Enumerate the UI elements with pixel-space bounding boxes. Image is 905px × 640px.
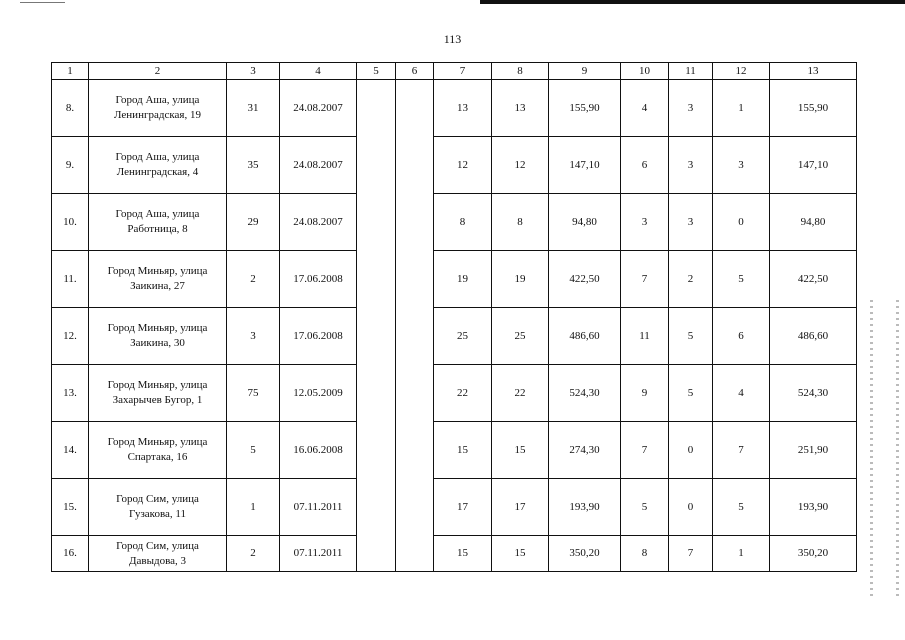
row-number-cell: 14. [52, 422, 89, 479]
scan-edge-mark-left [20, 2, 65, 3]
col-3-cell: 5 [227, 422, 280, 479]
col-9-cell: 274,30 [549, 422, 621, 479]
scan-edge-line [480, 0, 905, 4]
date-cell: 16.06.2008 [280, 422, 357, 479]
col-8-cell: 19 [492, 251, 549, 308]
row-number-cell: 12. [52, 308, 89, 365]
col-11-cell: 3 [669, 80, 713, 137]
date-cell: 24.08.2007 [280, 137, 357, 194]
col-10-cell: 7 [621, 422, 669, 479]
col-11-cell: 0 [669, 479, 713, 536]
column-header: 12 [713, 63, 770, 80]
col-10-cell: 3 [621, 194, 669, 251]
col-11-cell: 5 [669, 308, 713, 365]
col-7-cell: 25 [434, 308, 492, 365]
col-3-cell: 2 [227, 251, 280, 308]
col-12-cell: 6 [713, 308, 770, 365]
col-7-cell: 12 [434, 137, 492, 194]
col-13-cell: 422,50 [770, 251, 857, 308]
column-header: 3 [227, 63, 280, 80]
col-13-cell: 147,10 [770, 137, 857, 194]
table-row [52, 251, 857, 308]
address-cell: Город Миньяр, улица Заикина, 30 [89, 308, 227, 365]
column-header: 11 [669, 63, 713, 80]
row-number-cell: 8. [52, 80, 89, 137]
address-cell: Город Аша, улица Работница, 8 [89, 194, 227, 251]
col-7-cell: 15 [434, 422, 492, 479]
col-11-cell: 3 [669, 137, 713, 194]
col-13-cell: 524,30 [770, 365, 857, 422]
row-number-cell: 10. [52, 194, 89, 251]
col-3-cell: 29 [227, 194, 280, 251]
col-13-cell: 94,80 [770, 194, 857, 251]
date-cell: 07.11.2011 [280, 479, 357, 536]
date-cell: 17.06.2008 [280, 308, 357, 365]
col-11-cell: 0 [669, 422, 713, 479]
col-12-cell: 3 [713, 137, 770, 194]
col-8-cell: 15 [492, 422, 549, 479]
col-9-cell: 350,20 [549, 536, 621, 572]
date-cell: 07.11.2011 [280, 536, 357, 572]
table-row [52, 194, 857, 251]
col-3-cell: 75 [227, 365, 280, 422]
col-13-cell: 155,90 [770, 80, 857, 137]
row-number-cell: 16. [52, 536, 89, 572]
date-cell: 12.05.2009 [280, 365, 357, 422]
col-12-cell: 7 [713, 422, 770, 479]
table-row [52, 137, 857, 194]
address-cell: Город Миньяр, улица Спартака, 16 [89, 422, 227, 479]
col-7-cell: 19 [434, 251, 492, 308]
address-cell: Город Миньяр, улица Заикина, 27 [89, 251, 227, 308]
col-10-cell: 5 [621, 479, 669, 536]
col-8-cell: 13 [492, 80, 549, 137]
col-10-cell: 11 [621, 308, 669, 365]
column-header: 8 [492, 63, 549, 80]
date-cell: 24.08.2007 [280, 194, 357, 251]
table-row [52, 80, 857, 137]
date-cell: 17.06.2008 [280, 251, 357, 308]
row-number-cell: 13. [52, 365, 89, 422]
col-8-cell: 25 [492, 308, 549, 365]
col-6-cell [396, 80, 434, 572]
col-5-cell [357, 80, 396, 572]
data-table [51, 62, 857, 572]
col-10-cell: 9 [621, 365, 669, 422]
row-number-cell: 15. [52, 479, 89, 536]
table-row [52, 308, 857, 365]
col-10-cell: 8 [621, 536, 669, 572]
col-3-cell: 1 [227, 479, 280, 536]
col-11-cell: 3 [669, 194, 713, 251]
col-10-cell: 7 [621, 251, 669, 308]
col-8-cell: 22 [492, 365, 549, 422]
col-10-cell: 6 [621, 137, 669, 194]
column-header: 1 [52, 63, 89, 80]
address-cell: Город Аша, улица Ленинградская, 19 [89, 80, 227, 137]
col-7-cell: 13 [434, 80, 492, 137]
col-9-cell: 94,80 [549, 194, 621, 251]
header-row [52, 63, 857, 80]
col-11-cell: 2 [669, 251, 713, 308]
date-cell: 24.08.2007 [280, 80, 357, 137]
col-9-cell: 422,50 [549, 251, 621, 308]
col-12-cell: 1 [713, 536, 770, 572]
column-header: 5 [357, 63, 396, 80]
col-3-cell: 35 [227, 137, 280, 194]
col-9-cell: 155,90 [549, 80, 621, 137]
row-number-cell: 9. [52, 137, 89, 194]
col-7-cell: 8 [434, 194, 492, 251]
col-7-cell: 17 [434, 479, 492, 536]
scan-noise-mark [870, 300, 873, 600]
col-12-cell: 1 [713, 80, 770, 137]
col-13-cell: 193,90 [770, 479, 857, 536]
col-8-cell: 12 [492, 137, 549, 194]
col-13-cell: 486,60 [770, 308, 857, 365]
col-12-cell: 0 [713, 194, 770, 251]
column-header: 2 [89, 63, 227, 80]
col-8-cell: 15 [492, 536, 549, 572]
col-9-cell: 524,30 [549, 365, 621, 422]
scan-noise-mark [896, 300, 899, 600]
address-cell: Город Сим, улица Гузакова, 11 [89, 479, 227, 536]
col-9-cell: 147,10 [549, 137, 621, 194]
col-9-cell: 193,90 [549, 479, 621, 536]
table-row [52, 365, 857, 422]
col-7-cell: 15 [434, 536, 492, 572]
col-8-cell: 8 [492, 194, 549, 251]
table-row [52, 479, 857, 536]
col-8-cell: 17 [492, 479, 549, 536]
column-header: 4 [280, 63, 357, 80]
column-header: 9 [549, 63, 621, 80]
table-row [52, 536, 857, 572]
col-9-cell: 486,60 [549, 308, 621, 365]
col-11-cell: 5 [669, 365, 713, 422]
col-7-cell: 22 [434, 365, 492, 422]
column-header: 6 [396, 63, 434, 80]
column-header: 13 [770, 63, 857, 80]
row-number-cell: 11. [52, 251, 89, 308]
column-header: 10 [621, 63, 669, 80]
col-10-cell: 4 [621, 80, 669, 137]
page-number: 113 [443, 32, 462, 46]
col-13-cell: 350,20 [770, 536, 857, 572]
col-13-cell: 251,90 [770, 422, 857, 479]
col-12-cell: 5 [713, 251, 770, 308]
address-cell: Город Аша, улица Ленинградская, 4 [89, 137, 227, 194]
address-cell: Город Миньяр, улица Захарычев Бугор, 1 [89, 365, 227, 422]
col-11-cell: 7 [669, 536, 713, 572]
col-3-cell: 31 [227, 80, 280, 137]
table-row [52, 422, 857, 479]
col-3-cell: 3 [227, 308, 280, 365]
col-12-cell: 4 [713, 365, 770, 422]
column-header: 7 [434, 63, 492, 80]
address-cell: Город Сим, улица Давыдова, 3 [89, 536, 227, 572]
col-3-cell: 2 [227, 536, 280, 572]
col-12-cell: 5 [713, 479, 770, 536]
